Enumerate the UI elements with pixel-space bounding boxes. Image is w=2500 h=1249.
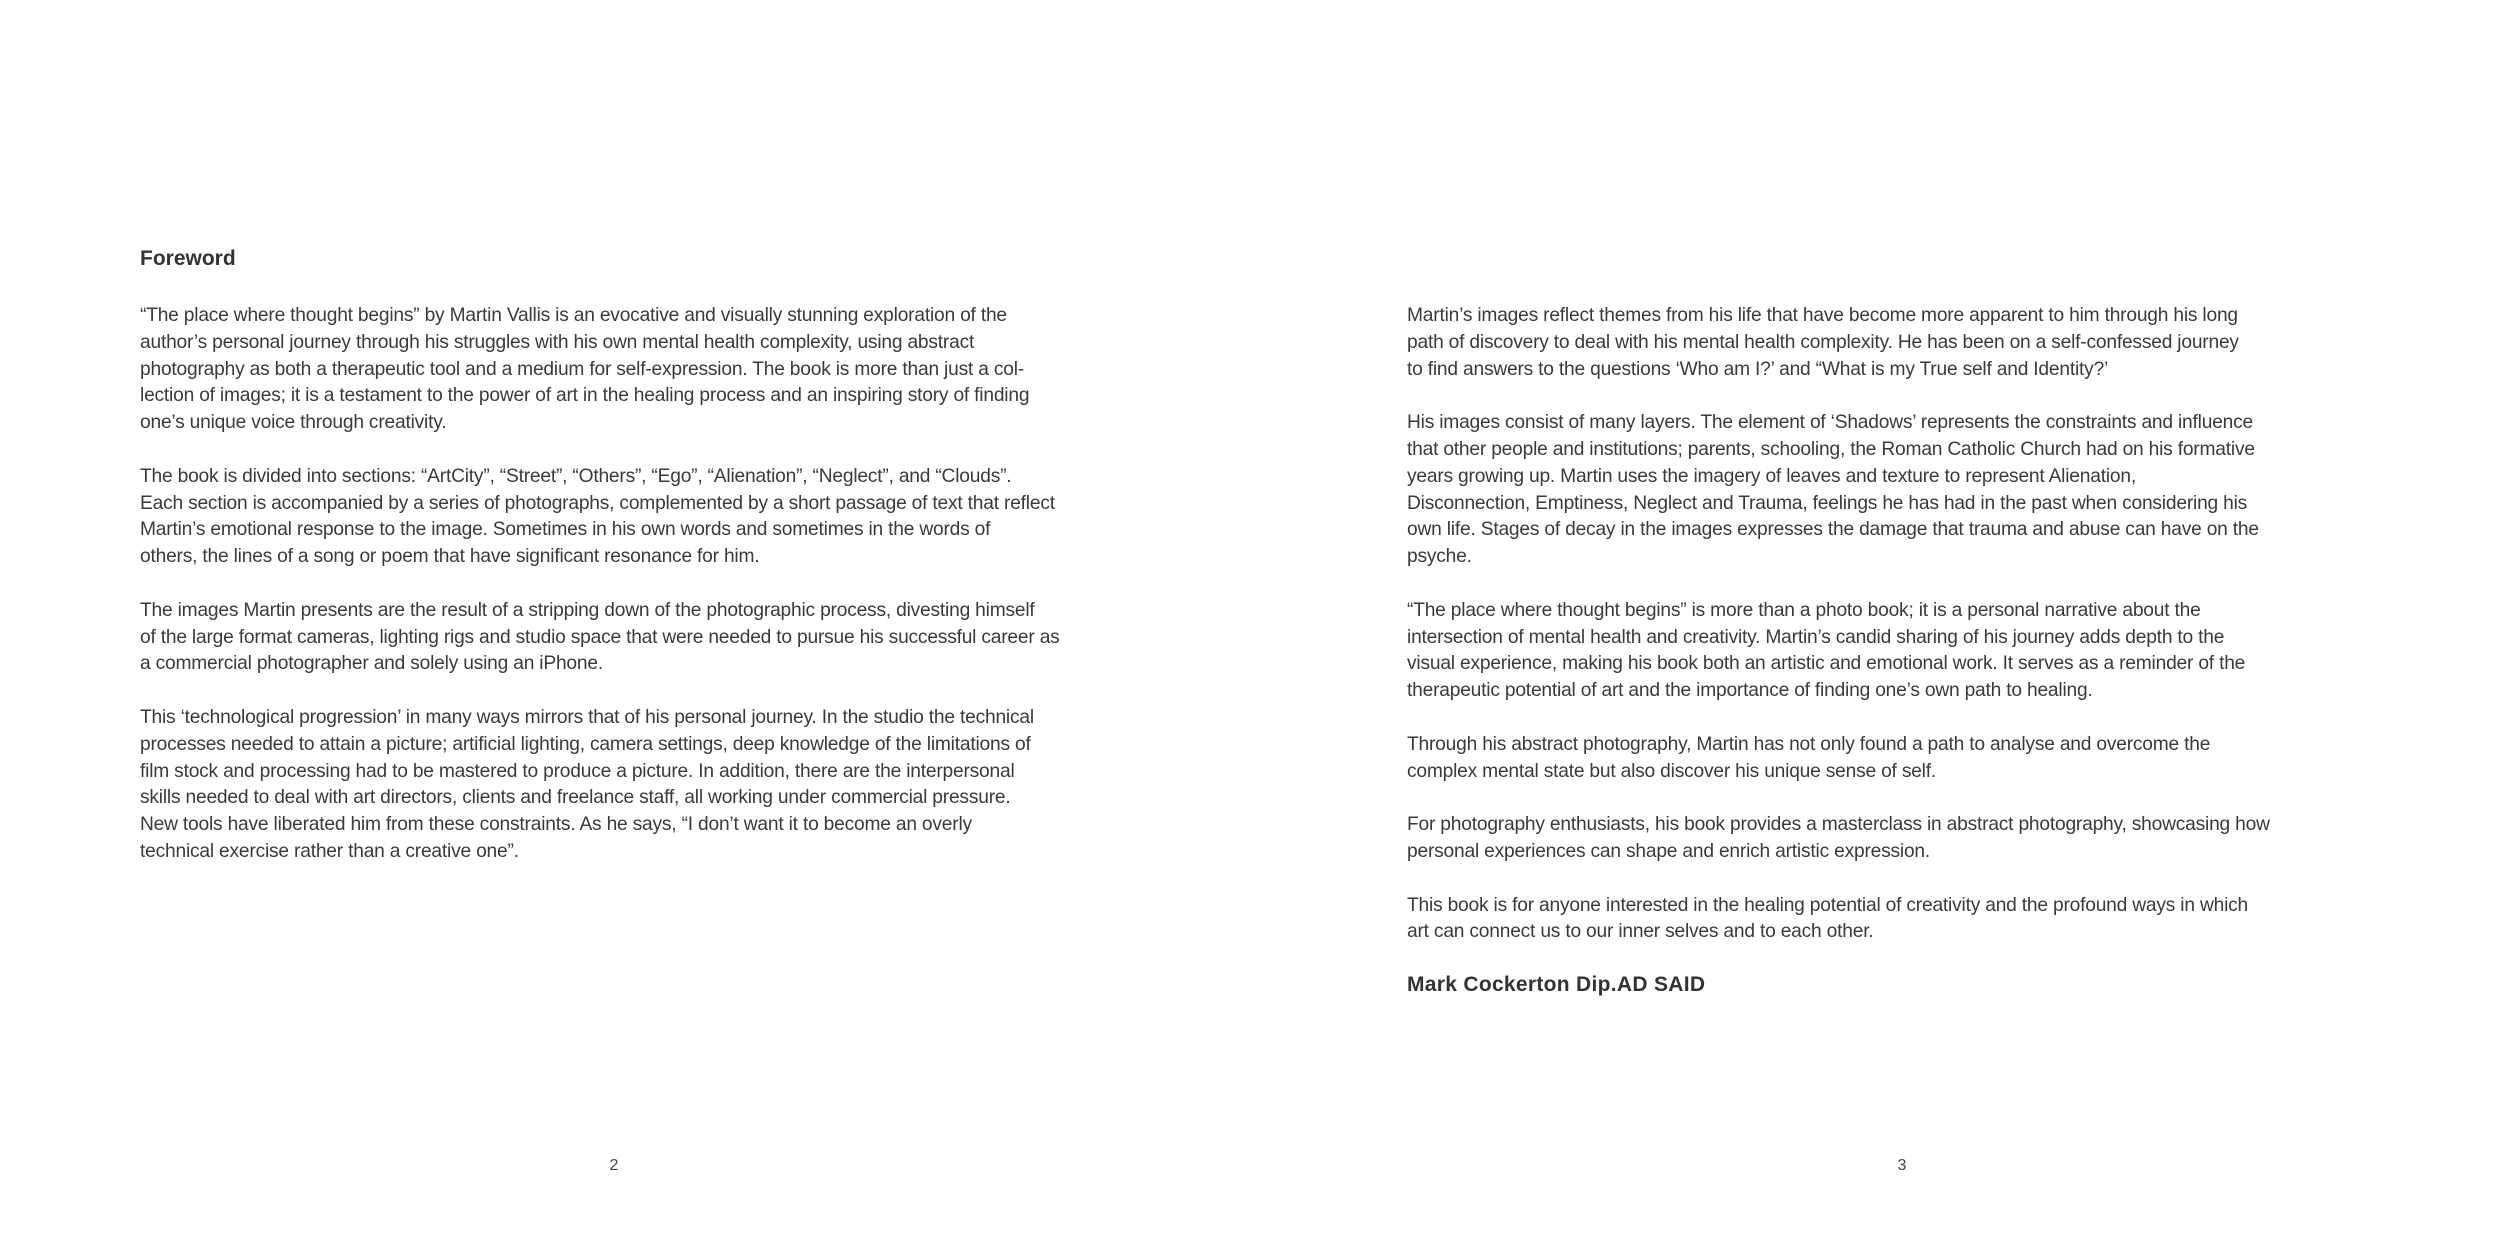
paragraph: The book is divided into sections: “ArtCity”, “Street”, “Others”, “Ego”, “Alienation”, “Neglect”, and “Clouds”. Each section is accompanied by a series of photographs, complemented by a short passage of text that reflect Martin’s emotional response to the image. Sometimes in his own words and sometimes in the words of others, the lines of a song or poem that have significant resonance for him.	[140, 465, 1055, 568]
paragraph: For photography enthusiasts, his book provides a masterclass in abstract photography, showcasing how personal experiences can shape and enrich artistic expression.	[1407, 814, 2270, 862]
page-title: Foreword	[140, 247, 236, 270]
left-text-block	[140, 303, 1150, 893]
page-number: 2	[609, 1157, 619, 1174]
page-number: 3	[1897, 1157, 1907, 1174]
paragraph: His images consist of many layers. The element of ‘Shadows’ represents the constraints and influence that other people and institutions; parents, schooling, the Roman Catholic Church had on his formative years growing up. Martin uses the imagery of leaves and texture to represent Alienation, Disconnection, Emptiness, Neglect and Trauma, feelings he has had in the past when considering his own life. Stages of decay in the images expresses the damage that trauma and abuse can have on the psyche.	[1407, 412, 2259, 568]
paragraph: Through his abstract photography, Martin has not only found a path to analyse and overcome the complex mental state but also discover his unique sense of self.	[1407, 733, 2211, 782]
paragraph: “The place where thought begins” is more than a photo book; it is a personal narrative about the intersection of mental health and creativity. Martin’s candid sharing of his journey adds depth to the visual experience, making his book both an artistic and emotional work. It serves as a reminder of the therapeutic potential of art and the importance of finding one’s own path to healing.	[1407, 599, 2246, 702]
paragraph: “The place where thought begins” by Martin Vallis is an evocative and visually stunning exploration of the author’s personal journey through his struggles with his own mental health complexity, using abstract photography as both a therapeutic tool and a medium for self-expression. The book is more than just a col- lection of images; it is a testament to the power of art in the healing process and an inspiring story of finding one’s unique voice through creativity.	[140, 305, 1030, 434]
paragraph: This ‘technological progression’ in many ways mirrors that of his personal journey. In the studio the technical processes needed to attain a picture; artificial lighting, camera settings, deep knowledge of the limitations of film stock and processing had to be mastered to produce a picture. In addition, there are the interpersonal skills needed to deal with art directors, clients and freelance staff, all working under commercial pressure. New tools have liberated him from these constraints. As he says, “I don’t want it to become an overly technical exercise rather than a creative one”.	[140, 706, 1034, 862]
paragraph: The images Martin presents are the result of a stripping down of the photographic process, divesting himself of the large format cameras, lighting rigs and studio space that were needed to pursue his successful career as a commercial photographer and solely using an iPhone.	[140, 599, 1060, 675]
paragraph: This book is for anyone interested in the healing potential of creativity and the profound ways in which art can connect us to our inner selves and to each other.	[1407, 894, 2249, 943]
right-page	[1250, 0, 2500, 1249]
paragraph: Martin’s images reflect themes from his life that have become more apparent to him through his long path of discovery to deal with his mental health complexity. He has been on a self-confessed journey to find answers to the questions ‘Who am I?’ and “What is my True self and Identity?’	[1407, 305, 2239, 380]
author-signature: Mark Cockerton Dip.AD SAID	[1407, 972, 1706, 996]
right-text-block	[1407, 303, 2417, 997]
